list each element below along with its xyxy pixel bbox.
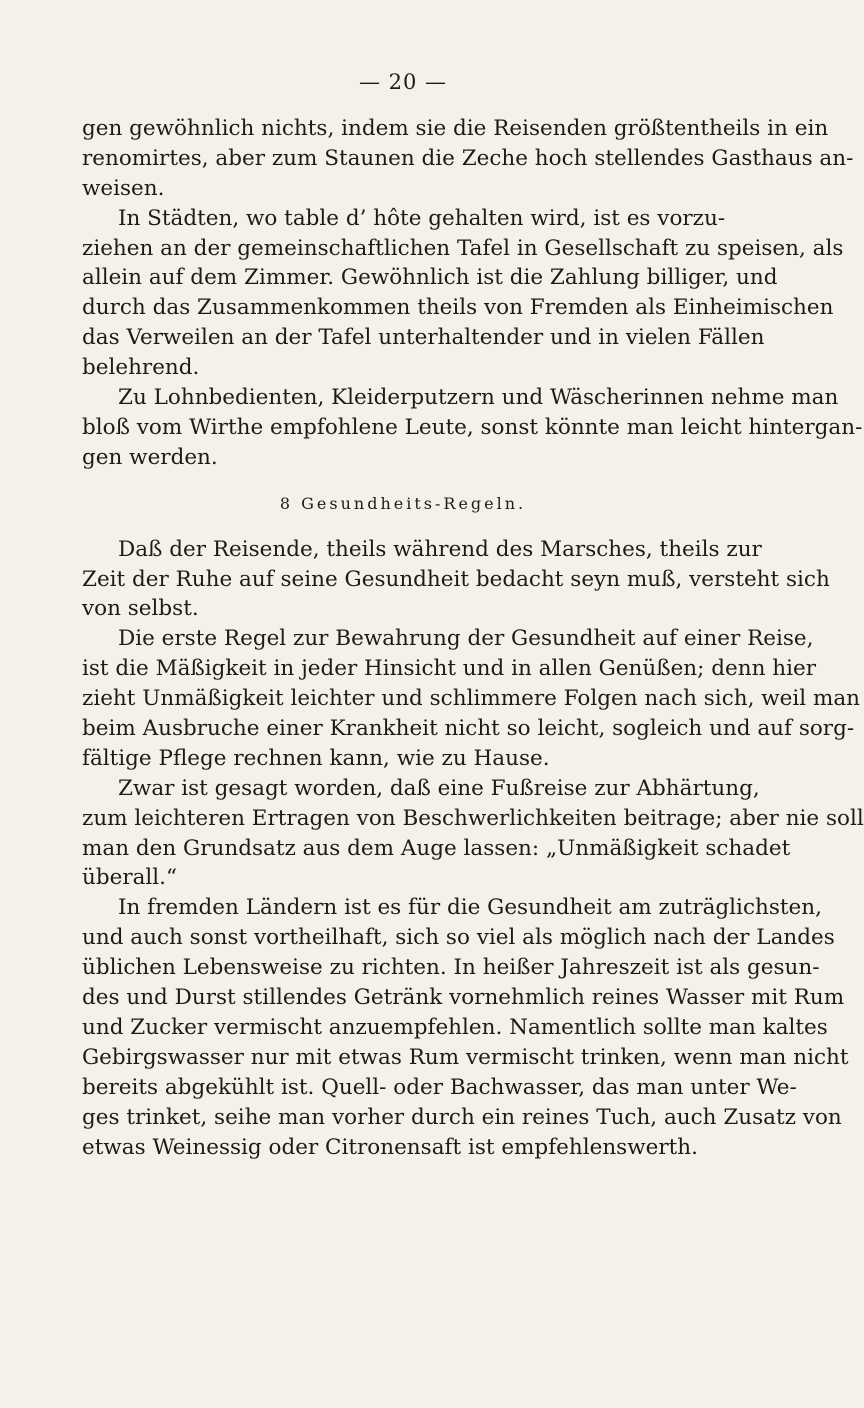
text-line: Daß der Reisende, theils während des Marsches, theils zur xyxy=(118,536,762,562)
text-line: weisen. xyxy=(82,175,165,201)
text-line: Zu Lohnbedienten, Kleiderputzern und Wäscherinnen nehme man xyxy=(118,385,839,411)
text-line: belehrend. xyxy=(82,355,200,381)
text-line: und auch sonst vortheilhaft, sich so viel als möglich nach der Landes xyxy=(82,925,835,951)
text-line: man den Grundsatz aus dem Auge lassen: „Unmäßigkeit schadet xyxy=(82,835,791,861)
text-line: ges trinket, seihe man vorher durch ein reines Tuch, auch Zusatz von xyxy=(82,1104,842,1130)
text-line: Zwar ist gesagt worden, daß eine Fußreise zur Abhärtung, xyxy=(118,775,760,801)
text-line: In Städten, wo table d’ hôte gehalten wird, ist es vorzu- xyxy=(118,205,726,231)
text-line: gen gewöhnlich nichts, indem sie die Reisenden größtentheils in ein xyxy=(82,116,829,141)
text-line: gen werden. xyxy=(82,444,218,470)
text-line: bereits abgekühlt ist. Quell- oder Bachwasser, das man unter We- xyxy=(82,1074,797,1100)
text-line: ist die Mäßigkeit in jeder Hinsicht und in allen Genüßen; denn hier xyxy=(82,656,816,682)
text-line: zum leichteren Ertragen von Beschwerlichkeiten beitrage; aber nie soll xyxy=(82,805,864,831)
page-number: — 20 — xyxy=(358,70,448,94)
text-line: zieht Unmäßigkeit leichter und schlimmere Folgen nach sich, weil man xyxy=(82,686,861,712)
text-line: das Verweilen an der Tafel unterhaltender und in vielen Fällen xyxy=(82,325,765,351)
text-line: überall.“ xyxy=(82,865,178,891)
page-text xyxy=(82,114,864,1162)
text-line: durch das Zusammenkommen theils von Fremden als Einheimischen xyxy=(82,295,834,321)
text-line: allein auf dem Zimmer. Gewöhnlich ist die Zahlung billiger, und xyxy=(82,265,778,291)
text-line: renomirtes, aber zum Staunen die Zeche hoch stellendes Gasthaus an- xyxy=(82,145,854,171)
text-line: des und Durst stillendes Getränk vornehmlich reines Wasser mit Rum xyxy=(82,985,845,1011)
text-line: von selbst. xyxy=(82,596,199,622)
section-heading: 8 Gesundheits-Regeln. xyxy=(279,493,527,513)
text-line: und Zucker vermischt anzuempfehlen. Namentlich sollte man kaltes xyxy=(82,1014,828,1040)
text-line: fältige Pflege rechnen kann, wie zu Hause. xyxy=(82,745,550,771)
text-line: In fremden Ländern ist es für die Gesundheit am zuträglichsten, xyxy=(118,895,822,921)
text-line: Die erste Regel zur Bewahrung der Gesundheit auf einer Reise, xyxy=(118,626,814,652)
text-line: ziehen an der gemeinschaftlichen Tafel in Gesellschaft zu speisen, als xyxy=(82,235,844,261)
book-page xyxy=(82,0,864,1408)
text-line: Zeit der Ruhe auf seine Gesundheit bedacht seyn muß, versteht sich xyxy=(82,566,830,592)
text-line: beim Ausbruche einer Krankheit nicht so leicht, sogleich und auf sorg- xyxy=(82,716,855,742)
text-line: etwas Weinessig oder Citronensaft ist empfehlenswerth. xyxy=(82,1134,698,1160)
text-line: üblichen Lebensweise zu richten. In heißer Jahreszeit ist als gesun- xyxy=(82,955,820,981)
text-line: bloß vom Wirthe empfohlene Leute, sonst könnte man leicht hintergan- xyxy=(82,414,863,440)
text-line: Gebirgswasser nur mit etwas Rum vermischt trinken, wenn man nicht xyxy=(82,1044,849,1070)
